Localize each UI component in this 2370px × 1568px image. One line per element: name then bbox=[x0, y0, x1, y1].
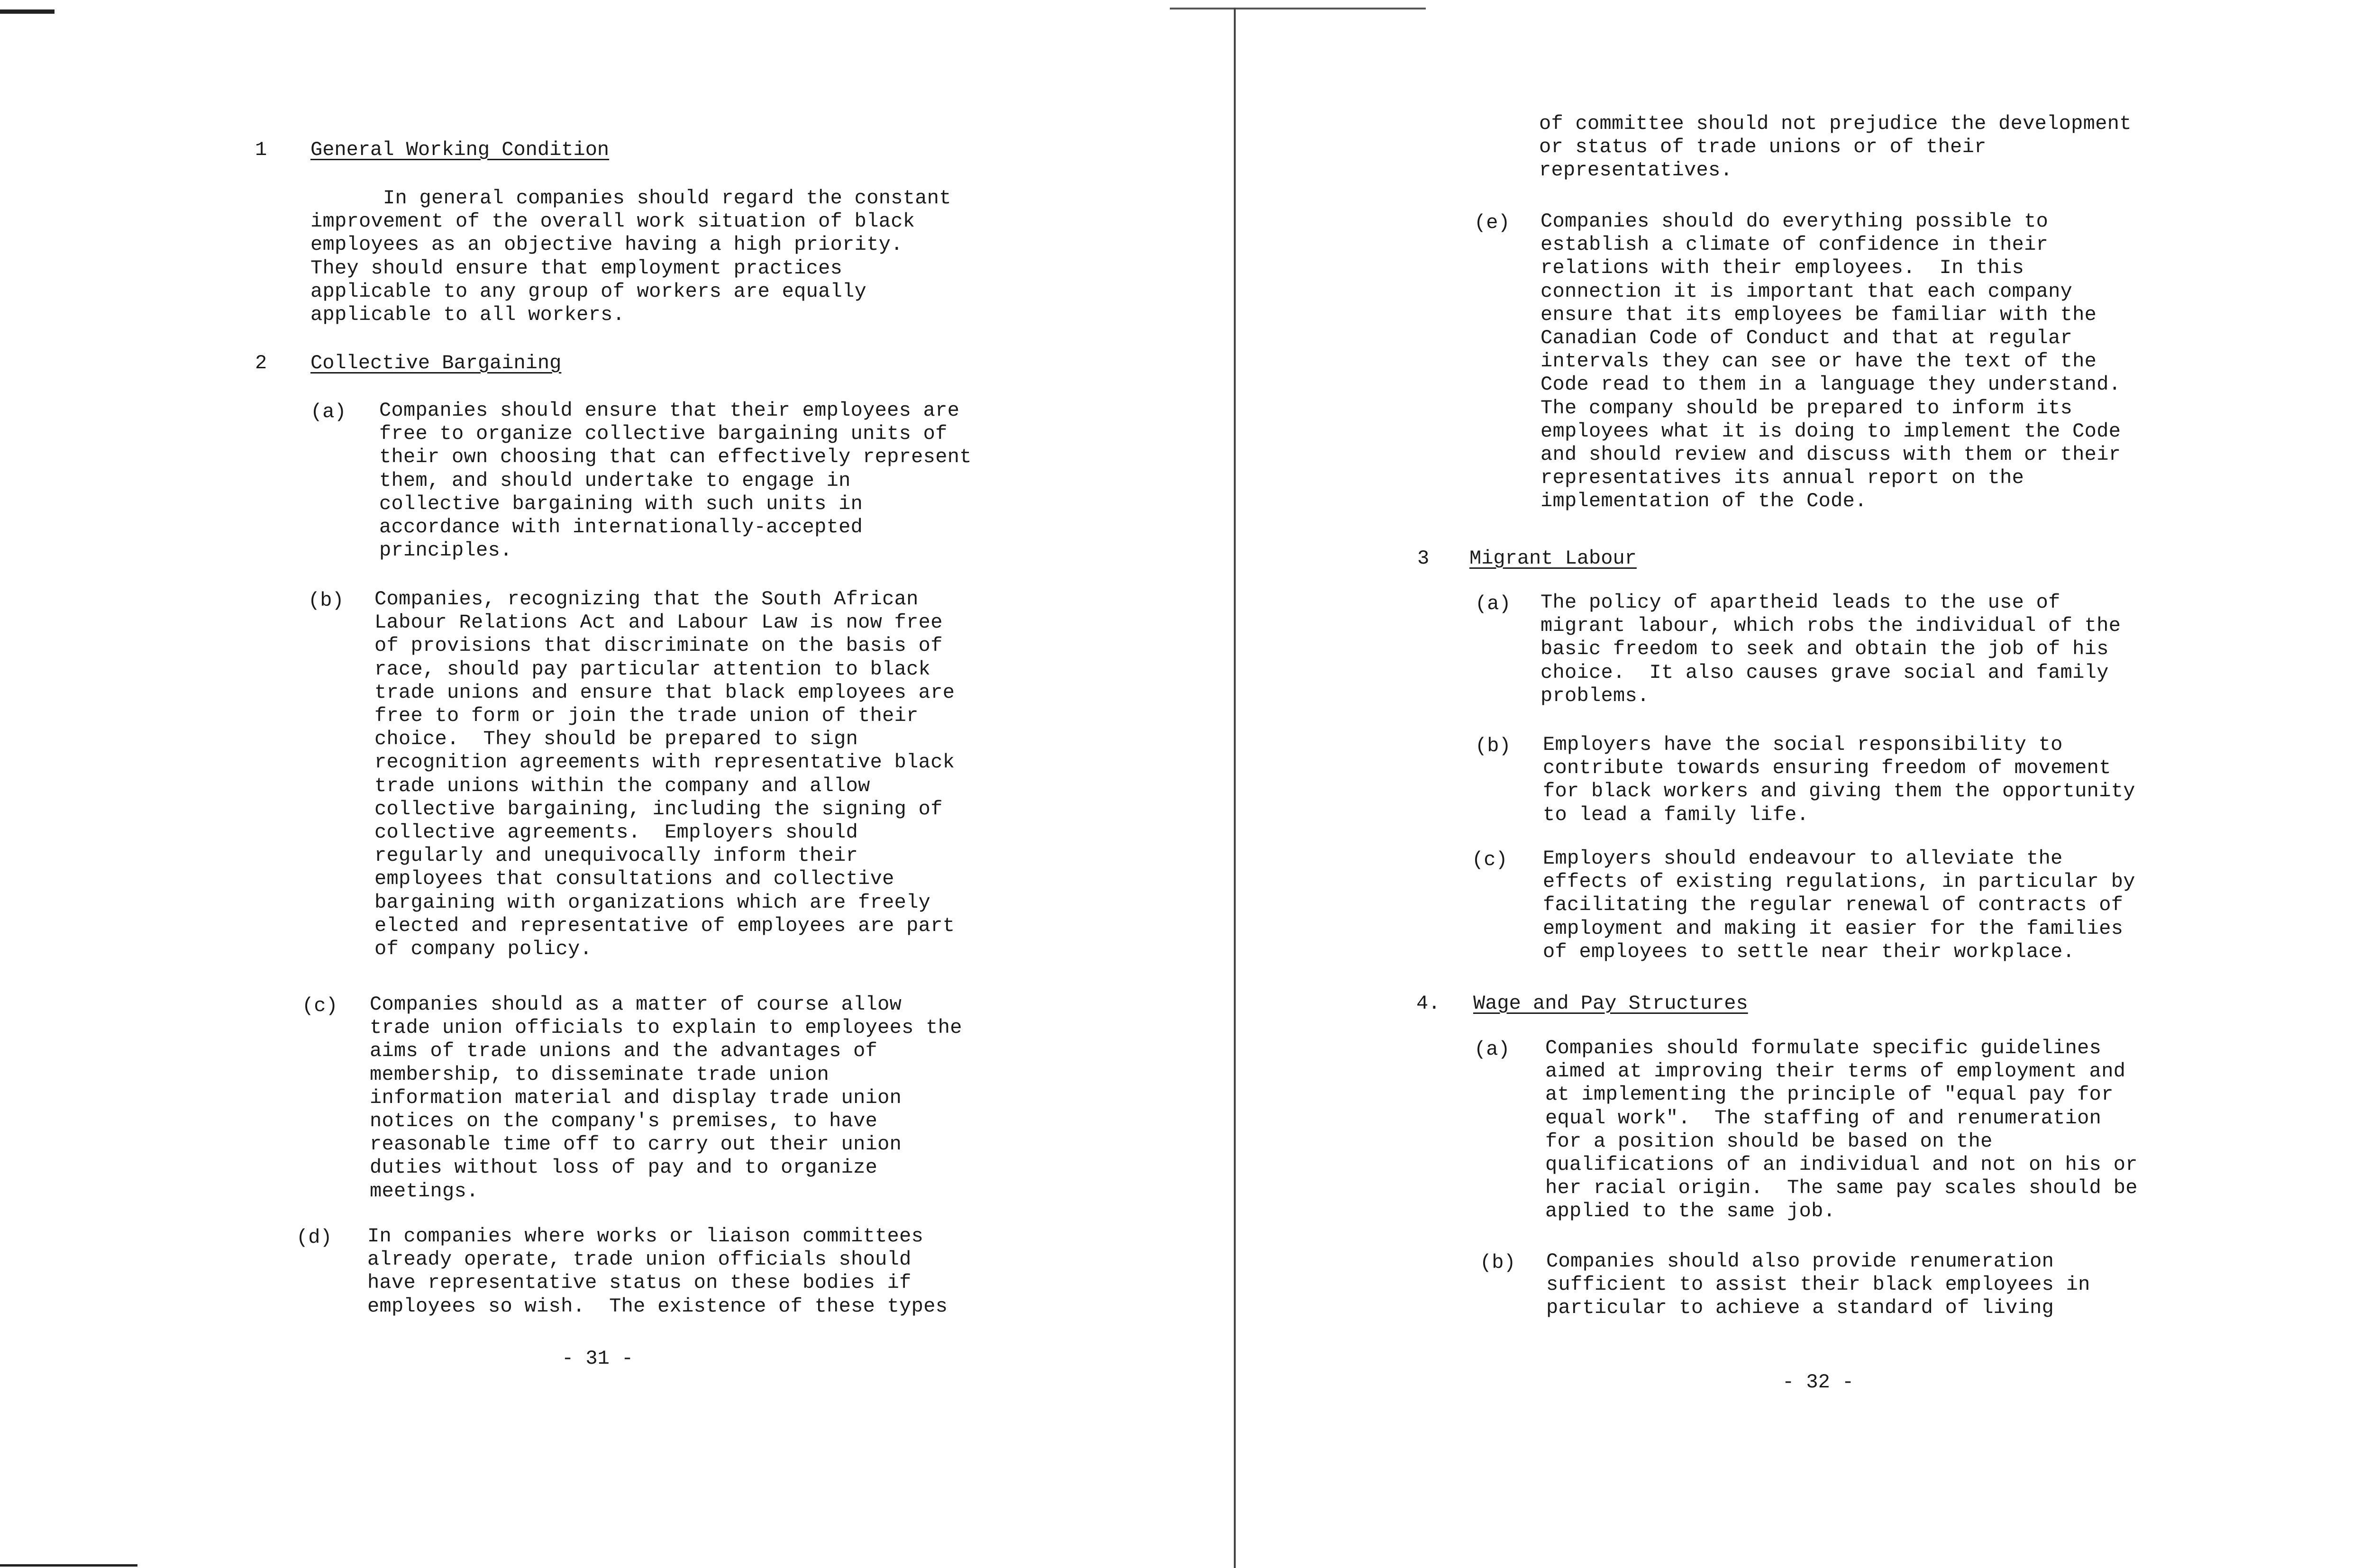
paragraph-label: (c) bbox=[1472, 848, 1508, 871]
paragraph-line: Companies should as a matter of course allow bbox=[370, 993, 902, 1016]
paragraph-line: The company should be prepared to inform its bbox=[1540, 396, 2073, 419]
paragraph-label: (a) bbox=[1475, 593, 1511, 615]
paragraph-line: facilitating the regular renewal of contracts of bbox=[1543, 893, 2124, 917]
paragraph-line: of employees to settle near their workplace. bbox=[1543, 940, 2075, 963]
paragraph-line: employment and making it easier for the families bbox=[1543, 917, 2124, 940]
paragraph-line: of provisions that discriminate on the basis of bbox=[374, 634, 943, 657]
paragraph-line: Companies should ensure that their employees are bbox=[379, 399, 960, 422]
paragraph-line: regularly and unequivocally inform their bbox=[374, 844, 858, 867]
paragraph-line: notices on the company's premises, to have bbox=[370, 1110, 878, 1132]
paragraph-label: (b) bbox=[1480, 1251, 1516, 1274]
paragraph-line: Employers should endeavour to alleviate the bbox=[1543, 847, 2063, 870]
paragraph-line: collective bargaining, including the signing of bbox=[374, 797, 943, 820]
paragraph-line: effects of existing regulations, in particular by bbox=[1543, 870, 2135, 893]
section-heading: Wage and Pay Structures bbox=[1473, 992, 1748, 1015]
paragraph-line: applied to the same job. bbox=[1545, 1200, 1836, 1223]
paragraph-line: employees so wish. The existence of these types bbox=[367, 1295, 948, 1318]
paragraph-line: bargaining with organizations which are freely bbox=[374, 891, 931, 914]
paragraph-line: have representative status on these bodies if bbox=[367, 1271, 912, 1295]
paragraph-label: (b) bbox=[1475, 735, 1511, 757]
paragraph-line: and should review and discuss with them or their bbox=[1540, 443, 2121, 466]
paragraph-line: applicable to any group of workers are equally bbox=[310, 280, 867, 303]
paragraph-line: at implementing the principle of "equal pay for bbox=[1545, 1083, 2114, 1106]
paragraph-line: aims of trade unions and the advantages of bbox=[370, 1039, 878, 1063]
bottom-left-rule bbox=[0, 1564, 137, 1567]
paragraph-line: Labour Relations Act and Labour Law is now free bbox=[374, 611, 943, 634]
paragraph-line: equal work". The staffing of and renumeration bbox=[1545, 1106, 2102, 1130]
page-right bbox=[1232, 0, 2370, 1568]
section-number: 3 bbox=[1417, 547, 1430, 570]
paragraph-line: sufficient to assist their black employees in bbox=[1546, 1273, 2090, 1296]
paragraph-line: relations with their employees. In this bbox=[1540, 256, 2024, 280]
top-center-rule bbox=[1170, 8, 1426, 9]
paragraph-line: The policy of apartheid leads to the use of bbox=[1540, 591, 2060, 614]
paragraph-line: basic freedom to seek and obtain the job of his bbox=[1540, 638, 2109, 661]
paragraph-line: employees as an objective having a high priority. bbox=[310, 233, 903, 256]
paragraph-label: (d) bbox=[296, 1226, 332, 1249]
paragraph-line: Employers have the social responsibility to bbox=[1543, 733, 2063, 756]
top-left-rule bbox=[0, 9, 55, 14]
paragraph-line: trade unions and ensure that black employees are bbox=[374, 681, 955, 704]
paragraph-line: reasonable time off to carry out their union bbox=[370, 1133, 902, 1156]
section-heading: Collective Bargaining bbox=[310, 352, 562, 374]
paragraph-line: Code read to them in a language they understand. bbox=[1540, 373, 2121, 396]
paragraph-line: trade unions within the company and allow bbox=[374, 774, 870, 797]
paragraph-line: establish a climate of confidence in their bbox=[1540, 233, 2049, 256]
paragraph-line: In general companies should regard the constant bbox=[310, 187, 951, 210]
paragraph-line: Companies should do everything possible to bbox=[1540, 210, 2049, 233]
paragraph-line: them, and should undertake to engage in bbox=[379, 469, 851, 492]
paragraph-line: of company policy. bbox=[374, 938, 592, 960]
paragraph-line: collective bargaining with such units in bbox=[379, 492, 863, 515]
paragraph-line: Companies should also provide renumeration bbox=[1546, 1250, 2054, 1273]
paragraph-line: for a position should be based on the bbox=[1545, 1130, 1993, 1153]
paragraph-line: information material and display trade union bbox=[370, 1086, 902, 1109]
paragraph-line: employees that consultations and collective bbox=[374, 867, 894, 891]
paragraph-line: choice. It also causes grave social and family bbox=[1540, 661, 2109, 684]
paragraph-line: free to form or join the trade union of their bbox=[374, 704, 919, 727]
continuation-line: of committee should not prejudice the development bbox=[1539, 112, 2132, 135]
paragraph-label: (a) bbox=[1474, 1038, 1510, 1061]
section-heading: Migrant Labour bbox=[1469, 547, 1637, 570]
paragraph-line: contribute towards ensuring freedom of movement bbox=[1543, 757, 2111, 780]
paragraph-line: trade union officials to explain to employees the bbox=[370, 1016, 962, 1039]
paragraph-line: migrant labour, which robs the individual of the bbox=[1540, 614, 2121, 638]
paragraph-label: (b) bbox=[308, 589, 344, 612]
paragraph-line: to lead a family life. bbox=[1543, 803, 1809, 826]
paragraph-line: already operate, trade union officials should bbox=[367, 1248, 912, 1271]
paragraph-line: qualifications of an individual and not on his or bbox=[1545, 1153, 2138, 1176]
paragraph-line: free to organize collective bargaining units of bbox=[379, 422, 948, 446]
paragraph-line: duties without loss of pay and to organize bbox=[370, 1156, 878, 1179]
page-gutter-line bbox=[1234, 8, 1236, 1568]
paragraph-line: implementation of the Code. bbox=[1540, 490, 1867, 513]
paragraph-line: for black workers and giving them the opportunity bbox=[1543, 780, 2135, 803]
paragraph-line: particular to achieve a standard of living bbox=[1546, 1296, 2054, 1320]
paragraph-line: connection it is important that each company bbox=[1540, 280, 2073, 303]
paragraph-line: ensure that its employees be familiar with the bbox=[1540, 303, 2097, 326]
continuation-line: representatives. bbox=[1539, 159, 1733, 182]
paragraph-line: Canadian Code of Conduct and that at regular bbox=[1540, 327, 2073, 349]
paragraph-line: In companies where works or liaison committees bbox=[367, 1225, 924, 1248]
paragraph-line: improvement of the overall work situation of black bbox=[310, 210, 915, 233]
paragraph-line: accordance with internationally-accepted bbox=[379, 516, 863, 538]
paragraph-line: Companies should formulate specific guidelines bbox=[1545, 1037, 2102, 1059]
page-number: - 31 - bbox=[562, 1347, 634, 1370]
section-number: 2 bbox=[255, 352, 267, 374]
paragraph-line: elected and representative of employees are part bbox=[374, 914, 955, 937]
section-heading: General Working Condition bbox=[310, 138, 610, 161]
paragraph-line: aimed at improving their terms of employment and bbox=[1545, 1060, 2126, 1083]
paragraph-line: their own choosing that can effectively represent bbox=[379, 446, 972, 469]
paragraph-line: her racial origin. The same pay scales should be bbox=[1545, 1176, 2138, 1200]
paragraph-line: employees what it is doing to implement the Code bbox=[1540, 419, 2121, 443]
paragraph-line: meetings. bbox=[370, 1179, 479, 1203]
paragraph-line: principles. bbox=[379, 539, 512, 562]
paragraph-line: They should ensure that employment practices bbox=[310, 256, 843, 280]
paragraph-line: choice. They should be prepared to sign bbox=[374, 728, 858, 751]
section-number: 4. bbox=[1416, 992, 1440, 1015]
paragraph-line: problems. bbox=[1540, 684, 1650, 707]
paragraph-line: applicable to all workers. bbox=[310, 303, 625, 326]
paragraph-label: (c) bbox=[302, 994, 338, 1017]
paragraph-label: (e) bbox=[1474, 211, 1510, 234]
paragraph-line: collective agreements. Employers should bbox=[374, 821, 858, 844]
page-number: - 32 - bbox=[1782, 1371, 1854, 1394]
paragraph-line: membership, to disseminate trade union bbox=[370, 1063, 830, 1086]
paragraph-line: race, should pay particular attention to black bbox=[374, 657, 931, 681]
paragraph-line: intervals they can see or have the text of the bbox=[1540, 350, 2097, 373]
section-number: 1 bbox=[255, 138, 267, 161]
paragraph-label: (a) bbox=[310, 401, 346, 423]
paragraph-line: representatives its annual report on the bbox=[1540, 466, 2024, 490]
paragraph-line: Companies, recognizing that the South African bbox=[374, 588, 919, 611]
continuation-line: or status of trade unions or of their bbox=[1539, 136, 1987, 159]
paragraph-line: recognition agreements with representative black bbox=[374, 751, 955, 774]
